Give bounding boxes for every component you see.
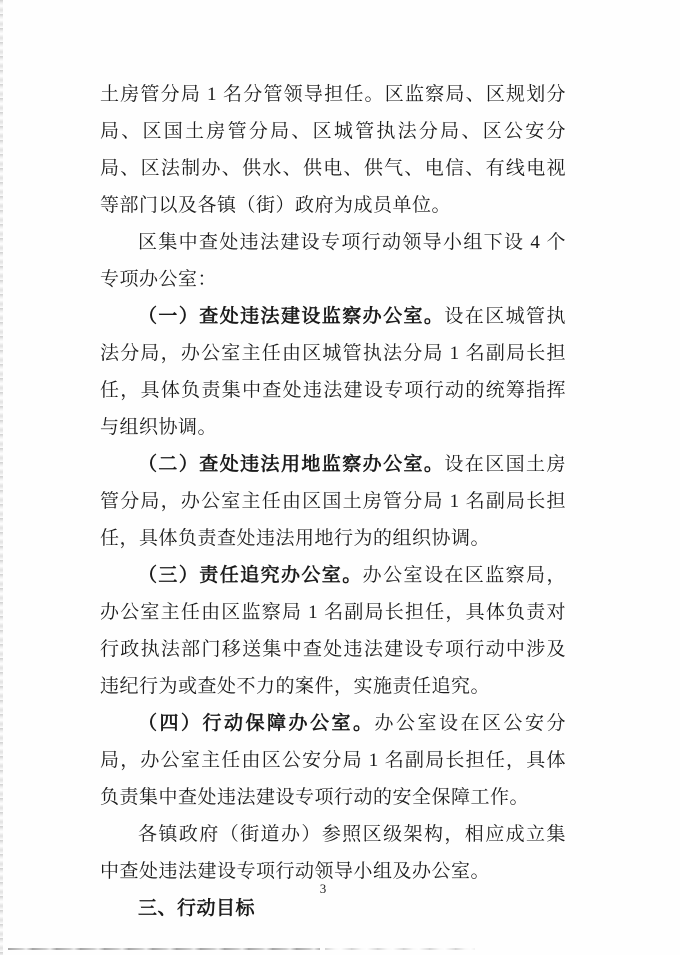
paragraph-text: 办公室设在区监察局，办公室主任由区监察局 1 名副局长担任，具体负责对行政执法部门移送集中查处违法建设专项行动中涉及违纪行为或查处不力的案件，实施责任追究。	[100, 565, 566, 697]
page-number: 3	[319, 881, 327, 896]
paragraph-members-continuation	[100, 76, 566, 224]
paragraph-office-4	[100, 705, 566, 816]
paragraph-text: 土房管分局 1 名分管领导担任。区监察局、区规划分局、区国土房管分局、区城管执法分局、区公安分局、区法制办、供水、供电、供气、电信、有线电视等部门以及各镇（街）政府为成员单位。	[100, 84, 566, 216]
paragraph-office-1	[100, 298, 566, 446]
paragraph-office-3	[100, 557, 566, 705]
paragraph-four-offices-intro	[100, 224, 566, 298]
office-2-title-bold: （二）查处违法用地监察办公室。	[138, 454, 445, 475]
document-body	[100, 76, 566, 927]
paragraph-text: 各镇政府（街道办）参照区级架构，相应成立集中查处违法建设专项行动领导小组及办公室。	[100, 824, 566, 882]
section-heading-text: 三、行动目标	[138, 898, 256, 919]
paragraph-text: 设在区国土房管分局，办公室主任由区国土房管分局 1 名副局长担任，具体负责查处违法用地行为的组织协调。	[100, 454, 566, 549]
paragraph-text: 办公室设在区公安分局，办公室主任由区公安分局 1 名副局长担任，具体负责集中查处违法建设专项行动的安全保障工作。	[100, 713, 566, 808]
office-3-title-bold: （三）责任追究办公室。	[138, 565, 363, 586]
scan-edge-artifact-left	[0, 0, 3, 955]
scan-edge-artifact-bottom-faint	[325, 948, 475, 950]
scan-edge-artifact-bottom	[8, 948, 320, 950]
paragraph-text: 设在区城管执法分局，办公室主任由区城管执法分局 1 名副局长担任，具体负责集中查处违法建设专项行动的统筹指挥与组织协调。	[100, 306, 566, 438]
paragraph-office-2	[100, 446, 566, 557]
office-4-title-bold: （四）行动保障办公室。	[138, 713, 375, 734]
paragraph-town-governments	[100, 816, 566, 890]
office-1-title-bold: （一）查处违法建设监察办公室。	[138, 306, 445, 327]
paragraph-text: 区集中查处违法建设专项行动领导小组下设 4 个专项办公室：	[100, 232, 566, 290]
